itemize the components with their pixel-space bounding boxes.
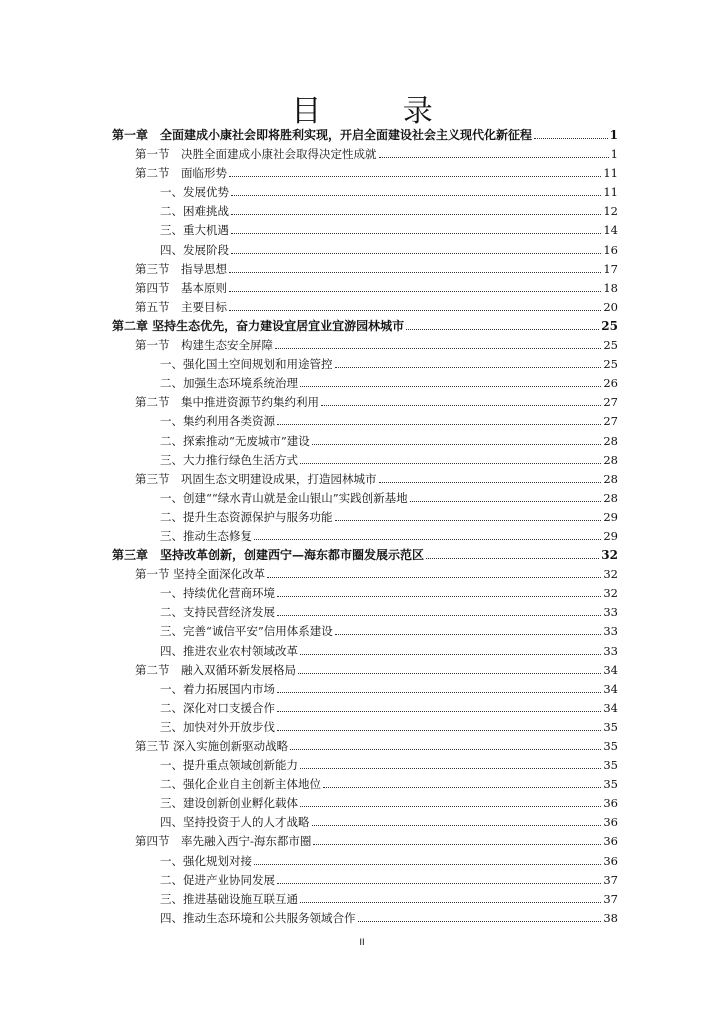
toc-entry-page: 27 [603,414,618,429]
dot-leader [277,588,601,598]
toc-entry-title: 四、推动生态环境和公共服务领域合作 [160,910,356,925]
toc-entry-section[interactable] [112,737,618,756]
dot-leader [323,779,601,789]
toc-entry-page: 28 [603,452,618,467]
dot-leader [300,759,601,769]
dot-leader [300,893,601,903]
toc-entry-title: 第一章 全面建成小康社会即将胜利实现，开启全面建设社会主义现代化新征程 [112,128,533,142]
dot-leader [410,492,602,502]
toc-entry-title: 第二节 面临形势 [135,166,227,181]
toc-entry-chapter[interactable] [112,126,618,145]
dot-leader [229,301,601,311]
toc-entry-title: 二、探索推动“无废城市”建设 [160,433,310,448]
toc-entry-section[interactable] [112,661,618,680]
toc-entry-chapter[interactable] [112,317,618,336]
toc-entry-item[interactable] [112,622,618,641]
toc-entry-section[interactable] [112,260,618,279]
dot-leader [312,817,602,827]
toc-entry-title: 二、强化企业自主创新主体地位 [160,777,321,792]
toc-entry-title: 第三节 深入实施创新驱动战略 [135,739,289,753]
toc-entry-page: 28 [603,490,618,505]
toc-entry-item[interactable] [112,451,618,470]
toc-entry-title: 一、集约利用各类资源 [160,414,275,429]
toc-entry-page: 36 [603,815,618,830]
toc-entry-chapter[interactable] [112,546,618,565]
dot-leader [335,626,602,636]
dot-leader [300,798,601,808]
dot-leader [312,435,602,445]
toc-entry-item[interactable] [112,221,618,240]
toc-entry-page: 35 [603,739,618,753]
toc-entry-item[interactable] [112,241,618,260]
toc-entry-item[interactable] [112,432,618,451]
dot-leader [277,874,601,884]
toc-entry-item[interactable] [112,508,618,527]
dot-leader [300,645,601,655]
toc-entry-item[interactable] [112,699,618,718]
dot-leader [290,740,601,750]
toc-entry-page: 25 [603,357,618,372]
dot-leader [254,530,601,540]
dot-leader [335,511,602,521]
dot-leader [379,148,609,158]
toc-entry-page: 29 [603,509,618,524]
dot-leader [229,282,601,292]
toc-entry-item[interactable] [112,355,618,374]
toc-entry-item[interactable] [112,642,618,661]
toc-entry-title: 二、支持民营经济发展 [160,605,275,620]
dot-leader [254,855,601,865]
toc-entry-title: 三、推动生态修复 [160,528,252,543]
toc-entry-title: 第一节 坚持全面深化改革 [135,567,266,582]
toc-entry-title: 第三节 巩固生态文明建设成果，打造园林城市 [135,471,377,486]
toc-entry-section[interactable] [112,145,618,164]
dot-leader [229,263,601,273]
dot-leader [300,454,601,464]
toc-entry-title: 二、提升生态资源保护与服务功能 [160,509,333,524]
toc-entry-title: 二、困难挑战 [160,204,229,219]
page-title: 目 录 [291,94,469,129]
toc-entry-title: 三、建设创新创业孵化载体 [160,796,298,811]
toc-entry-title: 三、加快对外开放步伐 [160,719,275,734]
toc-entry-page: 26 [603,376,618,391]
dot-leader [275,339,601,349]
dot-leader [335,359,602,369]
dot-leader [231,206,601,216]
toc-entry-page: 34 [603,700,618,715]
dot-leader [313,836,601,846]
toc-entry-item[interactable] [112,890,618,909]
toc-entry-page: 38 [603,910,618,925]
toc-entry-title: 四、坚持投资于人的人才战略 [160,815,310,830]
toc-entry-page: 17 [603,261,618,276]
toc-entry-item[interactable] [112,775,618,794]
toc-entry-title: 第四节 基本原则 [135,280,227,295]
toc-entry-item[interactable] [112,527,618,546]
toc-entry-item[interactable] [112,412,618,431]
dot-leader [300,378,601,388]
toc-entry-item[interactable] [112,718,618,737]
toc-entry-title: 一、创建““绿水青山就是金山银山”实践创新基地 [160,490,408,505]
dot-leader [277,416,601,426]
toc-entry-title: 四、发展阶段 [160,242,229,257]
dot-leader [277,721,601,731]
toc-entry-page: 37 [603,872,618,887]
toc-entry-title: 三、大力推行绿色生活方式 [160,452,298,467]
toc-entry-section[interactable] [112,279,618,298]
toc-entry-page: 25 [603,338,618,353]
toc-entry-title: 第三章 坚持改革创新，创建西宁—海东都市圈发展示范区 [112,548,425,563]
toc-entry-title: 第二节 融入双循环新发展格局 [135,662,296,677]
toc-entry-title: 第三节 指导思想 [135,261,227,276]
toc-entry-page: 32 [603,586,618,601]
toc-entry-title: 一、发展优势 [160,185,229,200]
toc-entry-page: 33 [603,624,618,639]
toc-entry-section[interactable] [112,336,618,355]
toc-entry-section[interactable] [112,832,618,851]
toc-entry-page: 16 [603,242,618,257]
toc-entry-title: 三、完善“诚信平安”信用体系建设 [160,624,333,639]
toc-entry-page: 20 [603,299,618,314]
dot-leader [406,320,599,330]
toc-entry-item[interactable] [112,852,618,871]
toc-entry-item[interactable] [112,489,618,508]
toc-entry-title: 第一节 决胜全面建成小康社会取得决定性成就 [135,147,377,162]
toc-entry-title: 四、推进农业农村领域改革 [160,643,298,658]
toc-entry-page: 37 [603,891,618,906]
toc-entry-title: 第一节 构建生态安全屏障 [135,338,273,353]
dot-leader [358,912,602,922]
toc-entry-item[interactable] [112,794,618,813]
toc-entry-page: 25 [601,318,618,333]
dot-leader [426,549,599,559]
toc-entry-page: 28 [603,433,618,448]
toc-entry-item[interactable] [112,603,618,622]
dot-leader [229,168,601,178]
dot-leader [534,129,608,139]
toc-entry-page: 27 [603,395,618,410]
toc-entry-section[interactable] [112,393,618,412]
toc-entry-title: 二、促进产业协同发展 [160,872,275,887]
toc-entry-title: 一、强化国土空间规划和用途管控 [160,357,333,372]
toc-entry-title: 一、持续优化营商环境 [160,586,275,601]
toc-entry-title: 第四节 率先融入西宁-海东都市圈 [135,834,312,849]
dot-leader [267,569,601,579]
dot-leader [277,607,601,617]
toc-entry-item[interactable] [112,183,618,202]
dot-leader [277,683,601,693]
toc-entry-page: 33 [603,643,618,658]
toc-entry-title: 二、深化对口支援合作 [160,700,275,715]
toc-entry-page: 28 [603,471,618,486]
toc-entry-title: 第二章 坚持生态优先，奋力建设宜居宜业宜游园林城市 [112,318,405,333]
toc-entry-page: 33 [603,605,618,620]
toc-entry-title: 一、强化规划对接 [160,853,252,868]
toc-entry-page: 14 [603,223,618,238]
toc-entry-page: 36 [603,853,618,868]
toc-entry-title: 一、提升重点领域创新能力 [160,758,298,773]
toc-entry-title: 第五节 主要目标 [135,299,227,314]
toc-entry-page: 1 [610,147,618,162]
toc-entry-page: 29 [603,528,618,543]
dot-leader [231,187,601,197]
toc-entry-title: 第二节 集中推进资源节约集约利用 [135,395,319,410]
toc-entry-page: 35 [603,777,618,792]
toc-entry-page: 32 [601,548,618,563]
toc-entry-section[interactable] [112,470,618,489]
toc-entry-page: 36 [603,834,618,849]
toc-entry-item[interactable] [112,680,618,699]
toc-entry-item[interactable] [112,756,618,775]
toc-entry-page: 35 [603,758,618,773]
toc-entry-item[interactable] [112,202,618,221]
toc-entry-page: 32 [603,567,618,582]
toc-entry-page: 35 [603,719,618,734]
toc-entry-title: 三、重大机遇 [160,223,229,238]
toc-entry-page: 1 [609,128,618,142]
dot-leader [321,397,601,407]
toc-entry-title: 二、加强生态环境系统治理 [160,376,298,391]
toc-entry-page: 34 [603,681,618,696]
dot-leader [277,702,601,712]
toc-entry-item[interactable] [112,909,618,928]
table-of-contents [112,126,618,928]
toc-entry-page: 34 [603,662,618,677]
toc-entry-page: 36 [603,796,618,811]
toc-entry-item[interactable] [112,374,618,393]
dot-leader [231,225,601,235]
toc-entry-section[interactable] [112,164,618,183]
toc-entry-section[interactable] [112,298,618,317]
toc-entry-item[interactable] [112,813,618,832]
toc-entry-title: 三、推进基础设施互联互通 [160,891,298,906]
toc-entry-item[interactable] [112,584,618,603]
dot-leader [379,473,602,483]
toc-entry-section[interactable] [112,565,618,584]
toc-entry-page: 11 [603,166,618,181]
toc-entry-item[interactable] [112,871,618,890]
toc-entry-page: 11 [603,185,618,200]
dot-leader [298,664,601,674]
toc-entry-page: 12 [603,204,618,219]
toc-entry-title: 一、着力拓展国内市场 [160,681,275,696]
dot-leader [231,244,601,254]
toc-entry-page: 18 [603,280,618,295]
page-number: II [359,938,365,948]
